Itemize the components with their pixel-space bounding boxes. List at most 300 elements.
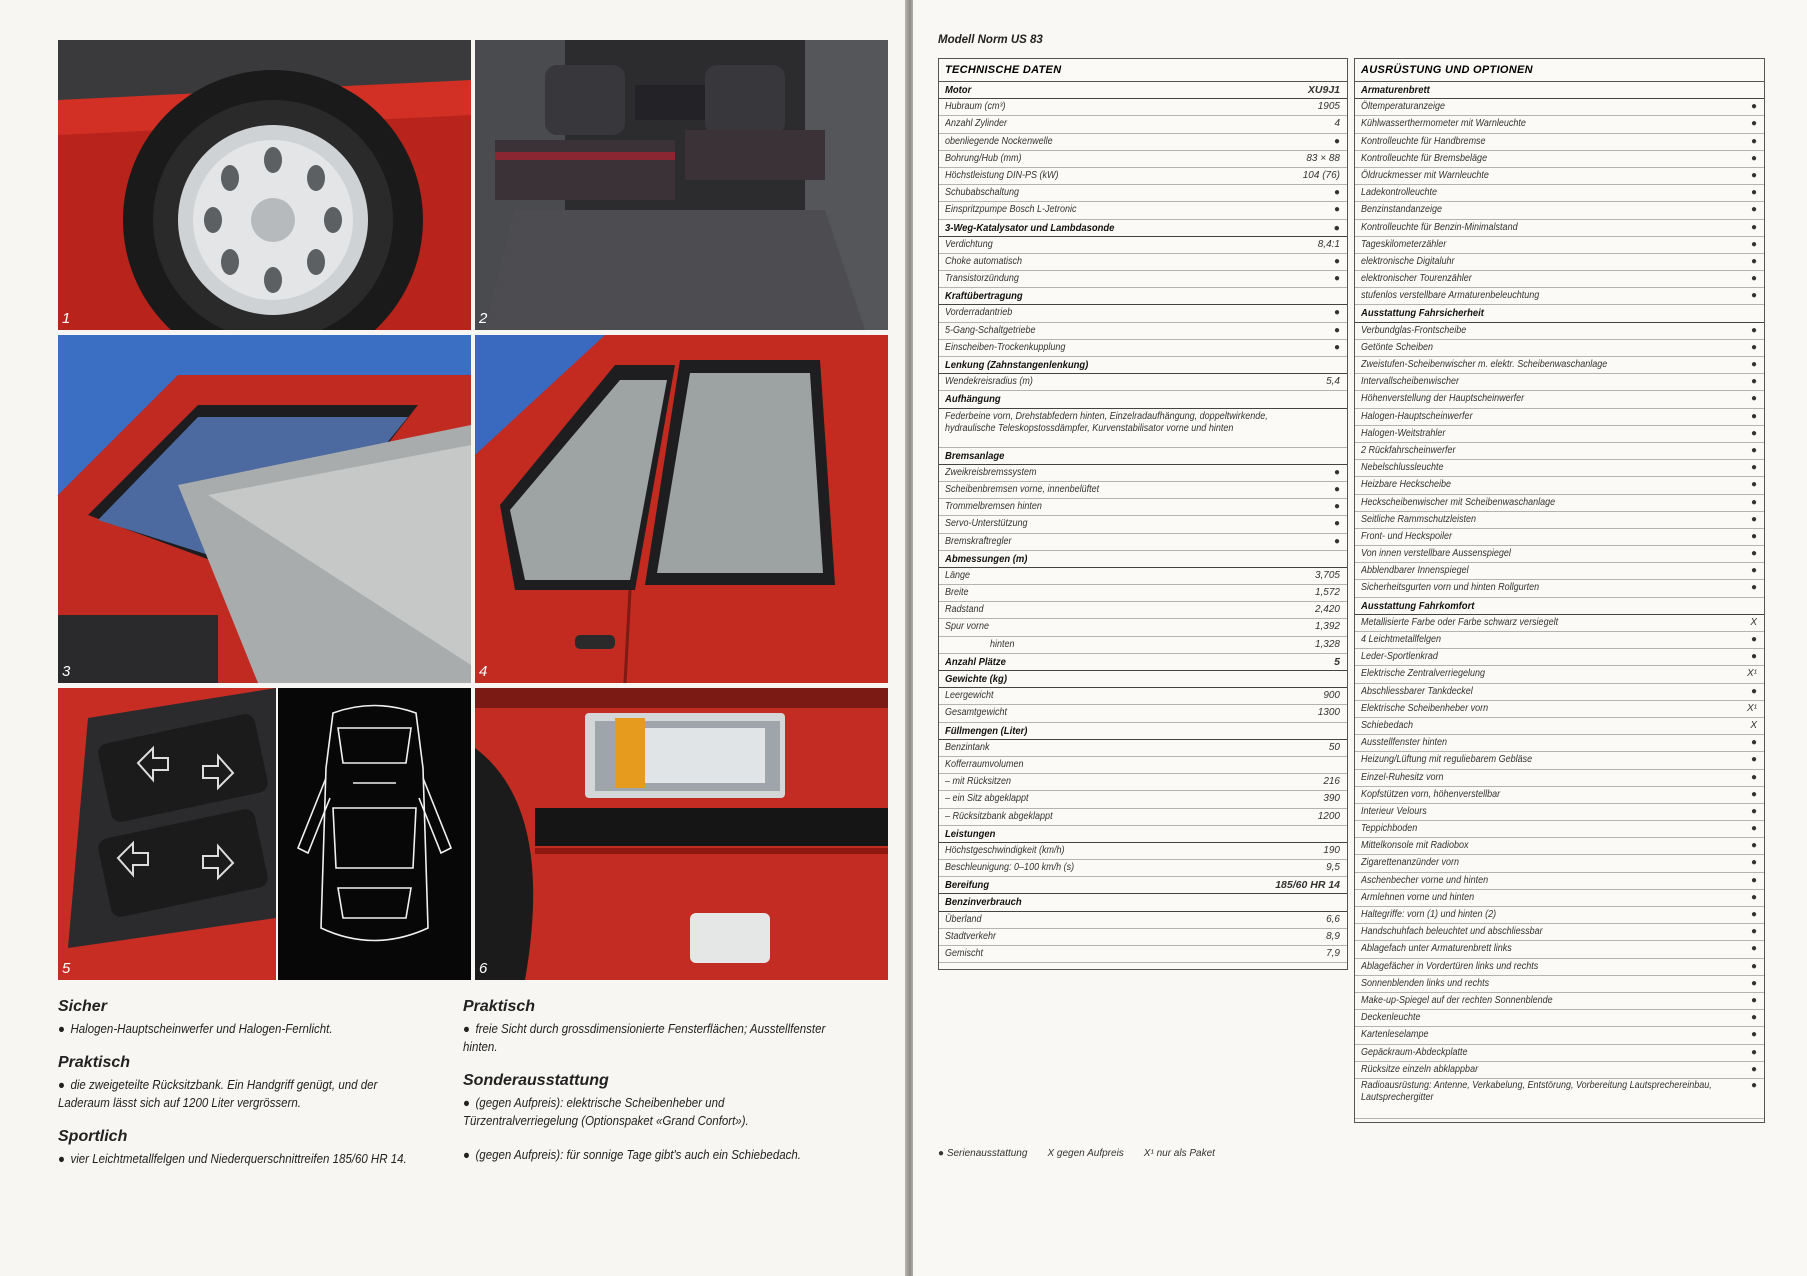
row-label: Gewichte (kg)	[945, 673, 1007, 685]
table-row	[1355, 684, 1764, 701]
row-value: ●	[1333, 483, 1340, 495]
row-value: ●	[1750, 874, 1757, 886]
table-row	[1355, 323, 1764, 340]
row-label: Kontrolleuchte für Handbremse	[1361, 135, 1486, 147]
row-value: XU9J1	[1307, 84, 1340, 96]
row-value: 8,4:1	[1317, 238, 1340, 250]
table-row	[939, 99, 1347, 116]
row-value: 1300	[1317, 707, 1340, 719]
legend-item: X¹ nur als Paket	[1143, 1148, 1215, 1159]
row-label: Intervallscheibenwischer	[1361, 376, 1460, 388]
row-value: ●	[1750, 187, 1757, 199]
row-value: ●	[1333, 324, 1340, 336]
row-label: – Rücksitzbank abgeklappt	[945, 810, 1053, 822]
section-row	[939, 654, 1347, 671]
table-row	[939, 409, 1347, 448]
row-label: – mit Rücksitzen	[945, 776, 1012, 788]
table-row	[939, 305, 1347, 322]
row-label: Länge	[945, 569, 971, 581]
row-value: 1905	[1317, 101, 1340, 113]
row-label: Interieur Velours	[1361, 805, 1427, 817]
row-label: Radstand	[945, 604, 984, 616]
row-value: ●	[1750, 840, 1757, 852]
row-value: ●	[1750, 393, 1757, 405]
row-label: Abschliessbarer Tankdeckel	[1361, 685, 1473, 697]
row-value: ●	[1750, 634, 1757, 645]
row-value: 3,705	[1314, 569, 1340, 581]
legend-item: X gegen Aufpreis	[1047, 1148, 1124, 1159]
row-label: Zweistufen-Scheibenwischer m. elektr. Scheibenwaschanlage	[1361, 359, 1608, 370]
row-value: X¹	[1747, 702, 1757, 714]
table-row	[1355, 185, 1764, 202]
model-title: Modell Norm US 83	[938, 34, 1043, 46]
row-value: 1,328	[1314, 638, 1340, 650]
row-value: ●	[1750, 823, 1757, 835]
row-value: ●	[1333, 501, 1340, 513]
row-value: ●	[1750, 685, 1757, 697]
row-label: Verdichtung	[945, 238, 993, 250]
row-value: ●	[1750, 427, 1757, 439]
row-label: Höchstleistung DIN-PS (kW)	[945, 169, 1059, 181]
row-label: Bereifung	[945, 879, 990, 892]
row-value: 390	[1323, 793, 1340, 805]
table-header: AUSRÜSTUNG UND OPTIONEN	[1355, 59, 1764, 82]
row-label: Teppichboden	[1361, 823, 1418, 835]
row-label: 4 Leichtmetallfelgen	[1361, 634, 1442, 645]
table-row	[1355, 374, 1764, 391]
photo-sunroof	[58, 335, 471, 683]
photo-number: 2	[479, 310, 488, 327]
table-row	[1355, 409, 1764, 426]
row-value: ●	[1750, 496, 1757, 508]
row-value: ●	[1750, 530, 1757, 542]
row-label: Ablagefach unter Armaturenbrett links	[1361, 943, 1512, 955]
row-value: ●	[1750, 1046, 1757, 1058]
row-value: ●	[1750, 771, 1757, 783]
table-row	[939, 740, 1347, 757]
table-row	[1355, 770, 1764, 787]
row-value: ●	[1750, 1079, 1757, 1091]
row-label: Einscheiben-Trockenkupplung	[945, 341, 1066, 353]
table-row	[1355, 735, 1764, 752]
section-row	[1355, 598, 1764, 615]
row-value: ●	[1750, 909, 1757, 920]
captions-left-column	[58, 998, 458, 1184]
table-row	[1355, 546, 1764, 563]
table-row	[939, 516, 1347, 533]
table-row	[1355, 529, 1764, 546]
row-value: ●	[1750, 135, 1757, 147]
row-label: Deckenleuchte	[1361, 1012, 1421, 1024]
row-value: ●	[1333, 255, 1340, 267]
table-row	[1355, 649, 1764, 666]
table-row	[1355, 1062, 1764, 1079]
row-label: Füllmengen (Liter)	[945, 724, 1028, 737]
table-row	[1355, 391, 1764, 408]
row-value: ●	[1750, 651, 1757, 663]
table-row	[1355, 907, 1764, 924]
table-row	[1355, 890, 1764, 907]
row-label: Schubabschaltung	[945, 187, 1020, 199]
section-row	[939, 448, 1347, 465]
row-label: Benzinstandanzeige	[1361, 204, 1443, 216]
row-value: 9,5	[1326, 862, 1340, 874]
row-value: ●	[1750, 788, 1757, 800]
table-row	[939, 168, 1347, 185]
row-label: Spur vorne	[945, 621, 990, 633]
row-value: 185/60 HR 14	[1275, 879, 1340, 892]
row-label: Kontrolleuchte für Bremsbeläge	[1361, 152, 1488, 164]
row-label: Leistungen	[945, 827, 996, 840]
section-row	[939, 391, 1347, 408]
table-row	[1355, 804, 1764, 821]
row-label: Benzinverbrauch	[945, 896, 1022, 909]
row-label: Benzintank	[945, 741, 990, 753]
table-row	[939, 774, 1347, 791]
row-label: Heizbare Heckscheibe	[1361, 479, 1452, 491]
row-label: 2 Rückfahrscheinwerfer	[1361, 444, 1456, 456]
row-value: ●	[1750, 513, 1757, 525]
row-label: Bremsanlage	[945, 449, 1005, 462]
row-label: Transistorzündung	[945, 273, 1019, 285]
row-value: ●	[1750, 891, 1757, 903]
row-value: ●	[1750, 926, 1757, 938]
row-label: Hubraum (cm³)	[945, 101, 1006, 113]
row-label: Abmessungen (m)	[945, 552, 1028, 565]
row-value: ●	[1750, 462, 1757, 474]
row-value: ●	[1750, 582, 1757, 594]
row-label: Wendekreisradius (m)	[945, 376, 1033, 388]
table-row	[939, 271, 1347, 288]
row-value: ●	[1750, 118, 1757, 130]
row-label: Verbundglas-Frontscheibe	[1361, 324, 1467, 336]
table-row	[939, 757, 1347, 774]
row-value: ●	[1750, 548, 1757, 560]
row-label: Gemischt	[945, 948, 984, 959]
photo-side-windows	[475, 335, 888, 683]
table-row	[1355, 512, 1764, 529]
row-label: 3-Weg-Katalysator und Lambdasonde	[945, 221, 1115, 234]
row-label: Von innen verstellbare Aussenspiegel	[1361, 548, 1511, 560]
row-label: Sicherheitsgurten vorn und hinten Rollgurten	[1361, 582, 1540, 594]
caption-text: ● freie Sicht durch grossdimensionierte Fensterflächen; Ausstellfenster hinten.	[463, 1022, 826, 1054]
row-label: hinten	[990, 638, 1015, 650]
row-value: ●	[1750, 324, 1757, 336]
row-label: Zigarettenanzünder vorn	[1361, 857, 1460, 869]
table-row	[939, 602, 1347, 619]
row-value: ●	[1750, 255, 1757, 267]
row-label: Leergewicht	[945, 690, 994, 702]
row-value: 6,6	[1326, 913, 1340, 925]
row-label: Metallisierte Farbe oder Farbe schwarz versiegelt	[1361, 616, 1559, 628]
table-row	[939, 237, 1347, 254]
row-value: 2,420	[1314, 604, 1340, 616]
row-label: Ausstellfenster hinten	[1361, 737, 1448, 749]
row-value: ●	[1333, 204, 1340, 216]
table-row	[939, 791, 1347, 808]
caption-text: ● (gegen Aufpreis): für sonnige Tage gibt's auch ein Schiebedach.	[463, 1148, 801, 1162]
photo-number: 6	[479, 960, 488, 977]
row-label: Sonnenblenden links und rechts	[1361, 977, 1490, 989]
row-label: Breite	[945, 587, 969, 599]
table-row	[1355, 151, 1764, 168]
row-label: Motor	[945, 84, 972, 96]
table-row	[1355, 615, 1764, 632]
row-label: Rücksitze einzeln abklappbar	[1361, 1063, 1479, 1075]
table-row	[1355, 701, 1764, 718]
row-label: Höchstgeschwindigkeit (km/h)	[945, 844, 1065, 856]
row-label: Elektrische Scheibenheber vorn	[1361, 702, 1489, 714]
table-row	[939, 585, 1347, 602]
row-label: Armaturenbrett	[1361, 84, 1430, 96]
row-value: ●	[1750, 238, 1757, 250]
table-row	[1355, 443, 1764, 460]
table-row	[1355, 787, 1764, 804]
table-row	[939, 619, 1347, 636]
row-label: Schiebedach	[1361, 719, 1414, 731]
row-label: Kopfstützen vorn, höhenverstellbar	[1361, 788, 1501, 800]
row-value: X¹	[1747, 668, 1757, 680]
row-value: 104 (76)	[1302, 169, 1340, 181]
table-row	[1355, 752, 1764, 769]
row-label: Armlehnen vorne und hinten	[1361, 891, 1475, 903]
table-row	[1355, 202, 1764, 219]
table-row	[939, 688, 1347, 705]
row-label: Kartenleselampe	[1361, 1029, 1429, 1041]
table-row	[1355, 168, 1764, 185]
row-label: Getönte Scheiben	[1361, 341, 1434, 353]
row-value: X	[1750, 616, 1757, 628]
table-row	[1355, 288, 1764, 305]
row-value: 1,392	[1314, 621, 1340, 633]
row-label: Öldruckmesser mit Warnleuchte	[1361, 169, 1489, 181]
row-value: X	[1750, 719, 1757, 731]
row-value: ●	[1750, 565, 1757, 577]
table-row	[1355, 99, 1764, 116]
row-value: 1200	[1317, 810, 1340, 822]
row-value: 216	[1323, 776, 1340, 788]
row-label: Radioausrüstung: Antenne, Verkabelung, Entstörung, Vorbereitung Lautsprechereinbau, Lautsprechergitter	[1361, 1079, 1712, 1103]
section-row	[939, 220, 1347, 237]
table-row	[1355, 838, 1764, 855]
row-label: Einspritzpumpe Bosch L-Jetronic	[945, 204, 1077, 216]
row-label: Anzahl Zylinder	[945, 118, 1008, 130]
table-body	[939, 82, 1347, 963]
table-row	[939, 134, 1347, 151]
row-label: Leder-Sportlenkrad	[1361, 651, 1438, 663]
caption-title-sportlich: Sportlich	[58, 1128, 128, 1145]
row-label: Kraftübertragung	[945, 290, 1023, 303]
row-label: Trommelbremsen hinten	[945, 501, 1042, 513]
table-row	[939, 809, 1347, 826]
photo-car-diagram	[278, 688, 471, 980]
table-row	[1355, 477, 1764, 494]
caption-title-sicher: Sicher	[58, 998, 107, 1015]
photo-wheel	[58, 40, 471, 330]
section-row	[939, 551, 1347, 568]
row-label: Aschenbecher vorne und hinten	[1361, 874, 1489, 886]
row-label: Bremskraftregler	[945, 535, 1012, 547]
table-row	[1355, 495, 1764, 512]
row-label: Seitliche Rammschutzleisten	[1361, 513, 1477, 525]
table-row	[1355, 357, 1764, 374]
table-row	[1355, 271, 1764, 288]
table-row	[1355, 855, 1764, 872]
section-row	[939, 894, 1347, 911]
caption-text: ● Halogen-Hauptscheinwerfer und Halogen-Fernlicht.	[58, 1022, 333, 1036]
row-label: Scheibenbremsen vorne, innenbelüftet	[945, 483, 1100, 495]
row-value: ●	[1333, 307, 1340, 319]
row-value: ●	[1750, 737, 1757, 749]
photo-window-switches	[58, 688, 276, 980]
section-row	[1355, 82, 1764, 99]
table-row	[1355, 340, 1764, 357]
legend-item: ● Serienausstattung	[938, 1148, 1028, 1159]
section-row	[939, 82, 1347, 99]
row-label: Heizung/Lüftung mit reguliebarem Gebläse	[1361, 754, 1533, 766]
row-label: Abblendbarer Innenspiegel	[1361, 565, 1469, 577]
row-label: Tageskilometerzähler	[1361, 238, 1447, 250]
row-value: ●	[1750, 479, 1757, 491]
caption-text: ● die zweigeteilte Rücksitzbank. Ein Handgriff genügt, und der Laderaum lässt sich auf 1200 Liter vergrössern.	[58, 1078, 378, 1110]
table-row	[1355, 959, 1764, 976]
row-label: – ein Sitz abgeklappt	[945, 793, 1029, 805]
row-value: ●	[1333, 273, 1340, 285]
row-value: ●	[1750, 169, 1757, 181]
caption-title-praktisch-2: Praktisch	[463, 998, 536, 1015]
table-row	[1355, 976, 1764, 993]
table-row	[939, 860, 1347, 877]
row-value: 5	[1334, 655, 1340, 668]
row-value: ●	[1333, 535, 1340, 547]
table-body	[1355, 82, 1764, 1119]
photo-number: 5	[62, 960, 71, 977]
row-value: ●	[1750, 1029, 1757, 1041]
table-row	[939, 254, 1347, 271]
table-row	[1355, 993, 1764, 1010]
table-row	[939, 705, 1347, 722]
photo-headlight	[475, 688, 888, 980]
row-label: Bohrung/Hub (mm)	[945, 152, 1022, 164]
row-value: ●	[1750, 376, 1757, 388]
row-label: Ausstattung Fahrkomfort	[1361, 599, 1475, 612]
row-value: 50	[1328, 741, 1340, 753]
table-row	[939, 323, 1347, 340]
photo-number: 3	[62, 663, 71, 680]
table-row	[939, 568, 1347, 585]
table-row	[939, 151, 1347, 168]
row-label: Einzel-Ruhesitz vorn	[1361, 771, 1444, 783]
row-label: Handschuhfach beleuchtet und abschliessbar	[1361, 926, 1543, 938]
row-label: stufenlos verstellbare Armaturenbeleuchtung	[1361, 290, 1540, 302]
caption-title-praktisch: Praktisch	[58, 1054, 131, 1071]
row-label: Elektrische Zentralverriegelung	[1361, 668, 1486, 680]
row-label: Ausstattung Fahrsicherheit	[1361, 307, 1484, 320]
section-row	[939, 288, 1347, 305]
row-label: Beschleunigung: 0–100 km/h (s)	[945, 862, 1075, 874]
table-row	[1355, 460, 1764, 477]
row-label: Choke automatisch	[945, 255, 1023, 267]
row-value: ●	[1750, 960, 1757, 972]
row-value: ●	[1750, 410, 1757, 422]
caption-title-sonderausstattung: Sonderausstattung	[463, 1072, 609, 1089]
row-label: Ablagefächer in Vordertüren links und rechts	[1361, 960, 1539, 972]
caption-text: ● (gegen Aufpreis): elektrische Scheibenheber und Türzentralverriegelung (Optionspaket «Grand Confort»).	[463, 1096, 749, 1128]
row-label: Gesamtgewicht	[945, 707, 1008, 719]
table-row	[1355, 426, 1764, 443]
row-value: 8,9	[1326, 930, 1340, 942]
table-row	[1355, 718, 1764, 735]
table-row	[939, 946, 1347, 963]
section-row	[939, 877, 1347, 894]
table-row	[939, 499, 1347, 516]
table-row	[1355, 1010, 1764, 1027]
row-label: obenliegende Nockenwelle	[945, 135, 1053, 147]
section-row	[939, 357, 1347, 374]
legend	[938, 1148, 1215, 1159]
equipment-options-table	[1354, 58, 1765, 1123]
row-value: ●	[1750, 1012, 1757, 1024]
row-label: Halogen-Hauptscheinwerfer	[1361, 410, 1473, 422]
row-value: ●	[1750, 754, 1757, 766]
table-row	[939, 482, 1347, 499]
row-label: Halogen-Weitstrahler	[1361, 427, 1446, 439]
row-value: ●	[1333, 135, 1340, 147]
row-value: 900	[1323, 690, 1340, 702]
table-row	[939, 116, 1347, 133]
table-row	[939, 929, 1347, 946]
caption-text: ● vier Leichtmetallfelgen und Niederquerschnittreifen 185/60 HR 14.	[58, 1152, 407, 1166]
table-row	[1355, 821, 1764, 838]
section-row	[939, 671, 1347, 688]
row-value: ●	[1750, 444, 1757, 456]
row-label: Zweikreisbremssystem	[945, 466, 1037, 478]
row-label: 5-Gang-Schaltgetriebe	[945, 324, 1036, 336]
row-label: Kontrolleuchte für Benzin-Minimalstand	[1361, 221, 1518, 233]
row-label: Nebelschlussleuchte	[1361, 462, 1444, 474]
row-label: elektronischer Tourenzähler	[1361, 273, 1472, 285]
row-value: ●	[1333, 187, 1340, 199]
table-row	[939, 637, 1347, 654]
row-label: elektronische Digitaluhr	[1361, 255, 1455, 267]
table-row	[939, 202, 1347, 219]
row-value: 7,9	[1326, 948, 1340, 959]
table-row	[1355, 873, 1764, 890]
row-value: ●	[1333, 466, 1340, 478]
table-row	[1355, 1079, 1764, 1119]
row-label: Höhenverstellung der Hauptscheinwerfer	[1361, 393, 1525, 405]
row-label: Aufhängung	[945, 393, 1001, 406]
row-value: ●	[1750, 359, 1757, 370]
photo-number: 4	[479, 663, 488, 680]
table-row	[1355, 924, 1764, 941]
table-row	[1355, 1027, 1764, 1044]
row-value: ●	[1750, 943, 1757, 955]
row-label: Haltegriffe: vorn (1) und hinten (2)	[1361, 909, 1497, 920]
table-row	[939, 185, 1347, 202]
captions-right-column	[463, 998, 863, 1180]
row-label: Vorderradantrieb	[945, 307, 1013, 319]
row-value: ●	[1750, 977, 1757, 989]
table-row	[1355, 254, 1764, 271]
row-label: Stadtverkehr	[945, 930, 997, 942]
row-label: Heckscheibenwischer mit Scheibenwaschanlage	[1361, 496, 1556, 508]
row-value: 1,572	[1314, 587, 1340, 599]
table-row	[1355, 941, 1764, 958]
row-label: Öltemperaturanzeige	[1361, 101, 1446, 113]
row-label: Servo-Unterstützung	[945, 518, 1028, 530]
table-row	[1355, 220, 1764, 237]
